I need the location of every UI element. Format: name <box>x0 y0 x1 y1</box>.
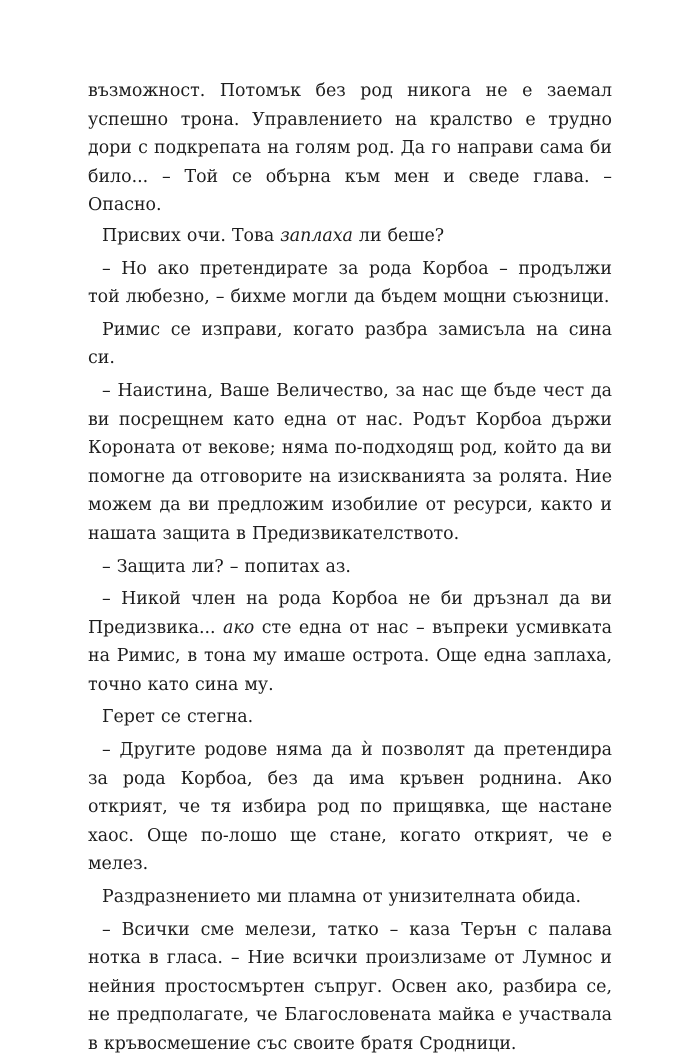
paragraph <box>88 883 612 912</box>
paragraph <box>88 222 612 251</box>
text-segment: – Но ако претендирате за рода Корбоа – продължи той любезно, – бихме могли да бъдем мощни съюзници. <box>88 258 612 308</box>
paragraph <box>88 553 612 582</box>
text-segment: – Другите родове няма да ѝ позволят да претендира за рода Корбоа, без да има кръвен роднина. Ако открият, че тя избира род по прищявка, ще настане хаос. Още по-лошо ще стане, когато открият, че е мелез. <box>88 740 612 875</box>
paragraph <box>88 736 612 879</box>
paragraph <box>88 77 612 220</box>
book-page <box>88 77 612 1059</box>
text-segment: възможност. Потомък без род никога не е заемал успешно трона. Управлението на кралство е трудно дори с подкрепата на голям род. Да го направи сама би било... – Той се обърна към мен и сведе глава. – Опасно. <box>88 81 612 216</box>
paragraph <box>88 703 612 732</box>
text-segment: – Наистина, Ваше Величество, за нас ще бъде чест да ви посрещнем като една от нас. Родът Корбоа държи Короната от векове; няма по-подходящ род, който да ви помогне да отговорите на изискванията за ролята. Ние можем да ви предложим изобилие от ресурси, както и нашата защита в Предизвикателството. <box>88 380 612 544</box>
paragraph <box>88 316 612 373</box>
text-segment: – Всички сме мелези, татко – каза Терън с палава нотка в гласа. – Ние всички произлизаме от Лумнос и нейния простосмъртен съпруг. Освен ако, разбира се, не предполагате, че Благословената майка е участвала в кръвосмешение със своите братя Сродници. <box>88 919 612 1054</box>
text-segment: ли беше? <box>352 225 445 246</box>
text-segment: сте една от нас – въпреки усмивката на Римис, в тона му имаше острота. Още една заплаха, точно като сина му. <box>88 617 613 695</box>
text-segment: Герет се стегна. <box>102 707 254 728</box>
text-segment: – Защита ли? – попитах аз. <box>102 556 351 577</box>
italic-text: ако <box>223 617 255 638</box>
paragraph <box>88 377 612 549</box>
text-segment: Раздразнението ми пламна от унизителната обида. <box>102 887 582 908</box>
paragraph <box>88 585 612 699</box>
paragraph <box>88 916 612 1059</box>
paragraph <box>88 255 612 312</box>
text-segment: – Никой член на рода Корбоа не би дръзнал да ви Предизвика... <box>88 589 612 638</box>
text-segment: Римис се изправи, когато разбра замисъла на сина си. <box>88 319 612 369</box>
text-segment: Присвих очи. Това <box>102 225 281 246</box>
italic-text: заплаха <box>280 225 353 246</box>
